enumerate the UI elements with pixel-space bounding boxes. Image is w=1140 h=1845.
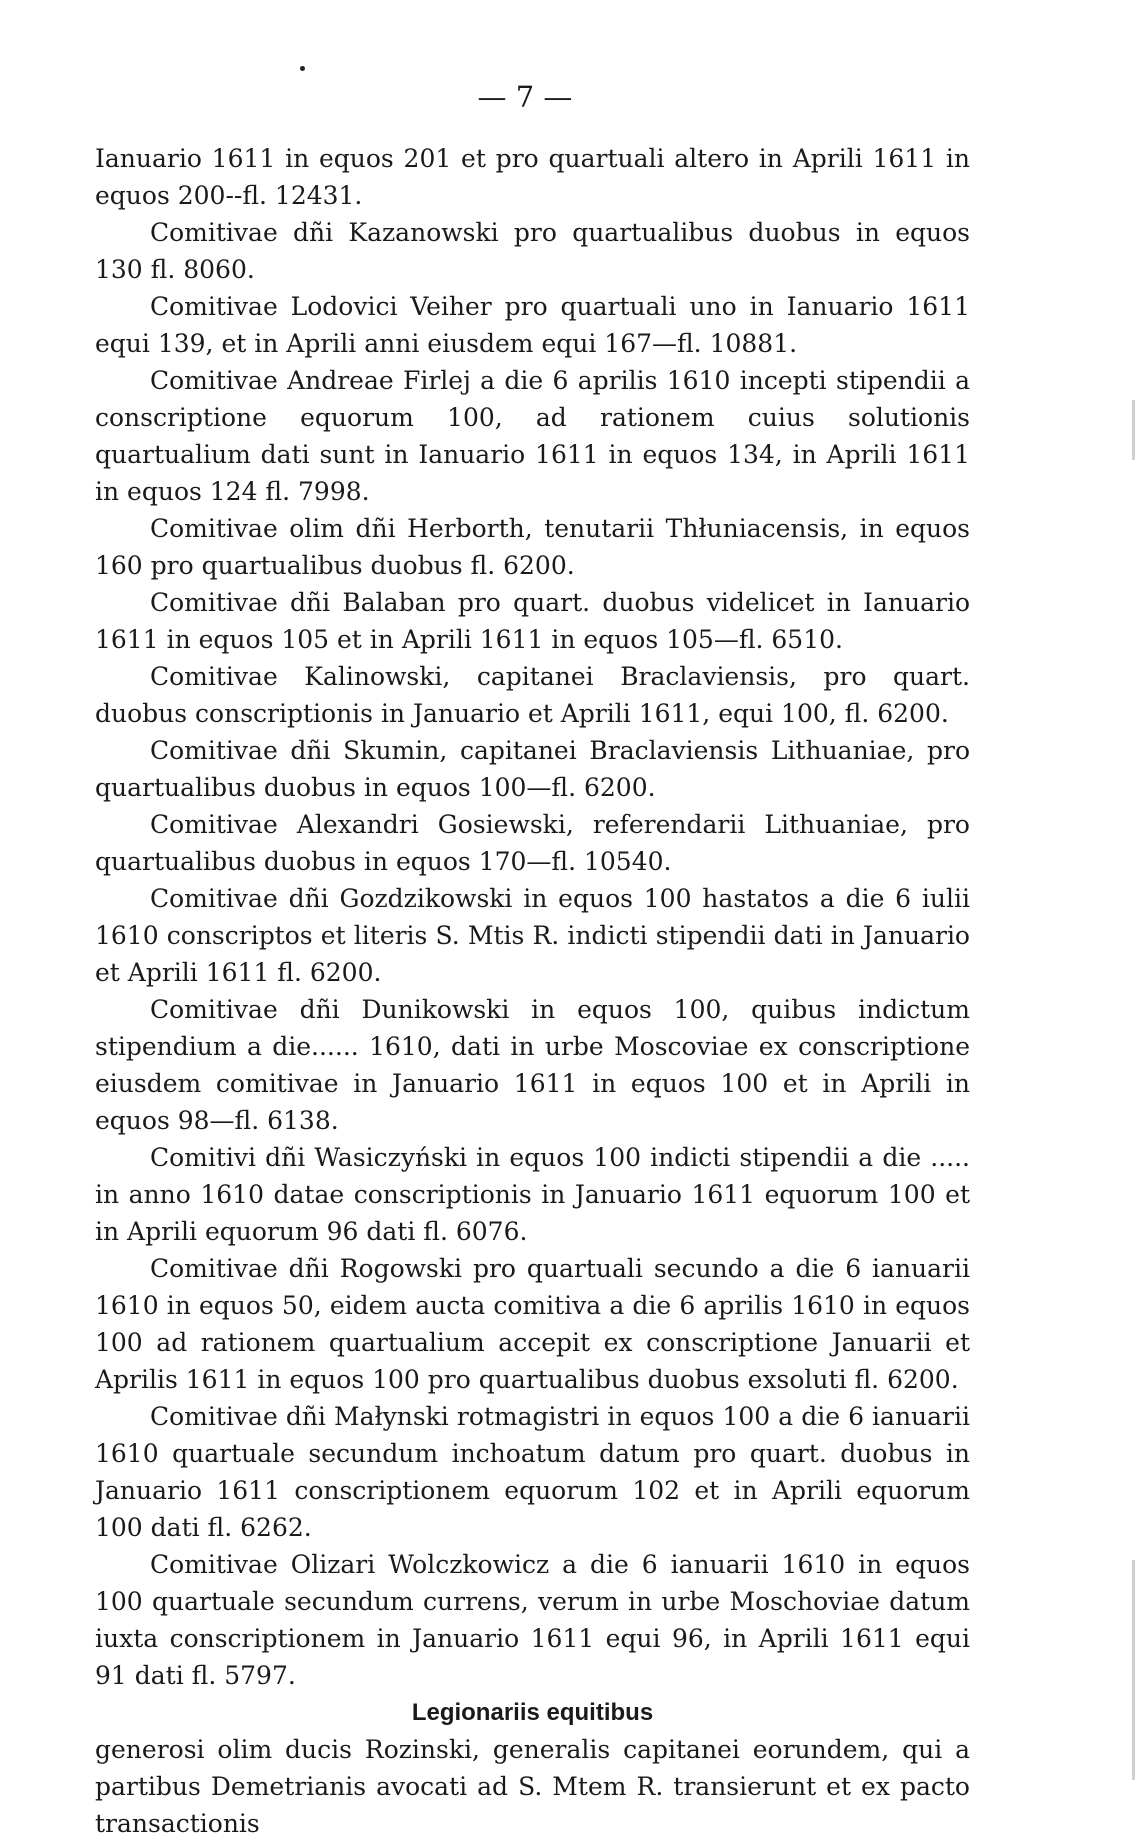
scan-edge-mark [1132,1560,1135,1780]
paragraph: Comitivae Alexandri Gosiewski, referendarii Lithuaniae, pro quartualibus duobus in equos 170—fl. 10540. [95,810,970,876]
paragraph: Comitivae olim dñi Herborth, tenutarii Thłuniacensis, in equos 160 pro quartualibus duobus fl. 6200. [95,514,970,580]
paragraph: Comitivae dñi Gozdzikowski in equos 100 hastatos a die 6 iulii 1610 conscriptos et literis S. Mtis R. indicti stipendii dati in Januario et Aprili 1611 fl. 6200. [95,884,970,987]
paragraph: Comitivae dñi Małynski rotmagistri in equos 100 a die 6 ianuarii 1610 quartuale secundum inchoatum datum pro quart. duobus in Januario 1611 conscriptionem equorum 102 et in Aprili equorum 100 dati fl. 6262. [95,1402,970,1542]
body-text [95,140,970,1842]
stray-mark [300,66,305,71]
paragraph: Comitivae Andreae Firlej a die 6 aprilis 1610 incepti stipendii a conscriptione equorum 100, ad rationem cuius solutionis quartualium dati sunt in Ianuario 1611 in equos 134, in Aprili 1611 in equos 124 fl. 7998. [95,366,970,506]
paragraph: Comitivae Olizari Wolczkowicz a die 6 ianuarii 1610 in equos 100 quartuale secundum currens, verum in urbe Moschoviae datum iuxta conscriptionem in Januario 1611 equi 96, in Aprili 1611 equi 91 dati fl. 5797. [95,1550,970,1690]
paragraph: Comitivae Lodovici Veiher pro quartuali uno in Ianuario 1611 equi 139, et in Aprili anni eiusdem equi 167—fl. 10881. [95,292,970,358]
paragraph: Comitivae dñi Balaban pro quart. duobus videlicet in Ianuario 1611 in equos 105 et in Aprili 1611 in equos 105—fl. 6510. [95,588,970,654]
paragraph: Comitivae dñi Rogowski pro quartuali secundo a die 6 ianuarii 1610 in equos 50, eidem aucta comitiva a die 6 aprilis 1610 in equos 100 ad rationem quartualium accepit ex conscriptione Januarii et Aprilis 1611 in equos 100 pro quartualibus duobus exsoluti fl. 6200. [95,1254,970,1394]
paragraph: Ianuario 1611 in equos 201 et pro quartuali altero in Aprili 1611 in equos 200--fl. 12431. [95,144,970,210]
section-paragraph: generosi olim ducis Rozinski, generalis capitanei eorundem, qui a partibus Demetrianis avocati ad S. Mtem R. transierunt et ex pacto transactionis [95,1735,970,1838]
paragraph: Comitivae dñi Skumin, capitanei Braclaviensis Lithuaniae, pro quartualibus duobus in equos 100—fl. 6200. [95,736,970,802]
paragraph: Comitivae dñi Dunikowski in equos 100, quibus indictum stipendium a die...... 1610, dati in urbe Moscoviae ex conscriptione eiusdem comitivae in Januario 1611 in equos 100 et in Aprili in equos 98—fl. 6138. [95,995,970,1135]
scan-edge-mark [1132,400,1135,460]
section-heading: Legionariis equitibus [411,1699,654,1726]
page-number: — 7 — [477,80,573,114]
paragraph: Comitivae Kalinowski, capitanei Braclaviensis, pro quart. duobus conscriptionis in Januario et Aprili 1611, equi 100, fl. 6200. [95,662,970,728]
paragraph: Comitivi dñi Wasiczyński in equos 100 indicti stipendii a die ..... in anno 1610 datae conscriptionis in Januario 1611 equorum 100 et in Aprili equorum 96 dati fl. 6076. [95,1143,970,1246]
paragraph: Comitivae dñi Kazanowski pro quartualibus duobus in equos 130 fl. 8060. [95,218,970,284]
